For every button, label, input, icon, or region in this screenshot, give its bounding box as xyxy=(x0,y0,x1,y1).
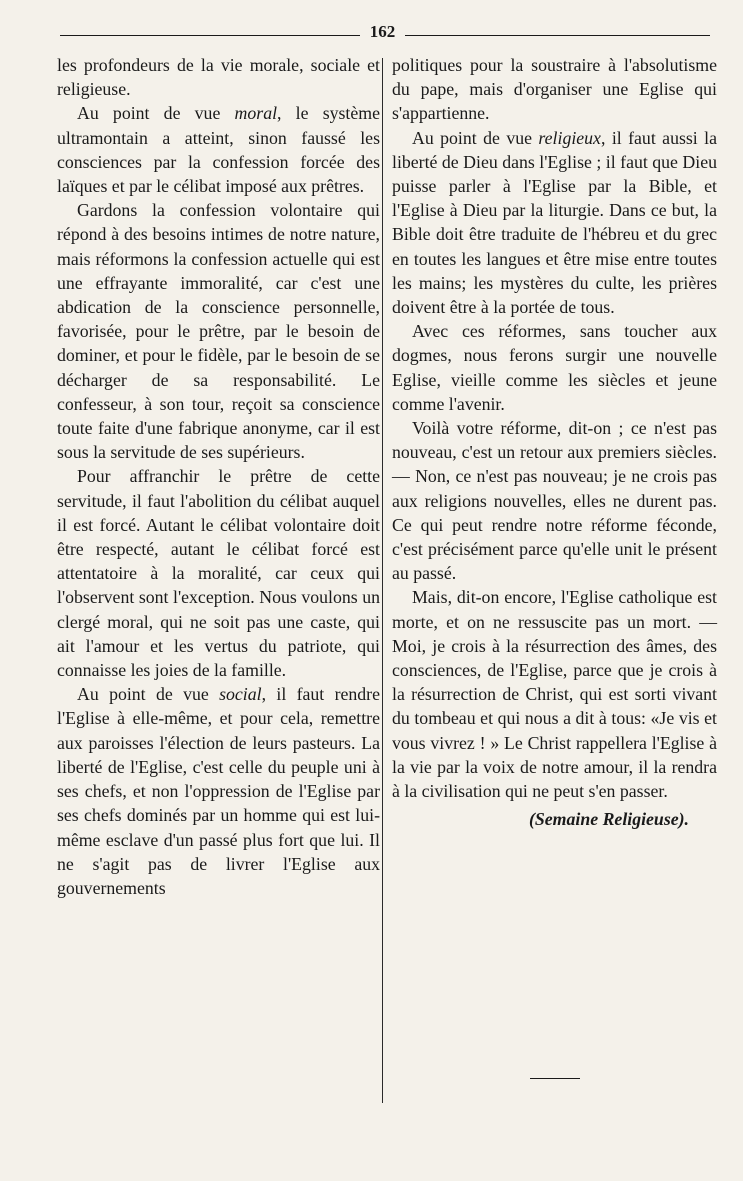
paragraph-text: , le système ultramontain a atteint, sinon faussé les consciences par la confession forcée des laïques et par le célibat imposé aux prêtres. xyxy=(57,103,380,197)
header-rule-left xyxy=(60,35,360,36)
source-signature: (Semaine Religieuse). xyxy=(528,809,689,830)
column-divider xyxy=(382,58,383,1103)
paragraph-religious xyxy=(392,126,717,320)
paragraph-text: , il faut aussi la liberté de Dieu dans l'Eglise ; il faut que Dieu puisse parler à l'Eglise par la Bible, et l'Eglise à Dieu par la liturgie. Dans ce but, la Bible doit être traduite de l'hébreu et du grec en toutes les langues et être mise entre toutes les mains; les mystères du culte, les prières doivent être à la portée de tous. xyxy=(392,127,717,318)
emphasis-social: social xyxy=(219,684,262,705)
paragraph: Mais, dit-on encore, l'Eglise catholique est morte, et on ne ressuscite pas un mort. — Moi, je crois à la résurrection des âmes, des consciences, de l'Eglise, parce que je crois à la résurrection de Christ, qui est sorti vivant du tombeau et qui nous a dit à tous: «Je vis et vous vivrez ! » Le Christ rappellera l'Eglise à la vie par la voix de notre amour, il la rendra à la civilisation qui ne peut s'en passer. xyxy=(392,587,717,802)
paragraph-social xyxy=(57,682,380,900)
paragraph: les profondeurs de la vie morale, sociale et religieuse. xyxy=(57,55,380,100)
page-number: 162 xyxy=(369,22,396,41)
paragraph: Pour affranchir le prêtre de cette servitude, il faut l'abolition du célibat auquel il est forcé. Autant le célibat volontaire doit être respecté, autant le célibat forcé est attentatoire à la moralité, car ceux qui l'observent sont l'exception. Nous voulons un clergé moral, qui ne soit pas une caste, qui ait l'amour et les vertus du patriote, qui connaisse les joies de la famille. xyxy=(57,466,380,681)
left-column xyxy=(57,53,380,900)
paragraph-moral xyxy=(57,101,380,198)
paragraph-lead: Au point de vue xyxy=(77,684,220,705)
end-rule xyxy=(530,1078,580,1079)
emphasis-moral: moral xyxy=(234,103,278,124)
header-rule-right xyxy=(405,35,710,36)
paragraph-lead: Au point de vue xyxy=(412,127,539,148)
paragraph: Gardons la confession volontaire qui répond à des besoins intimes de notre nature, mais réformons la confession actuelle qui est une effrayante immoralité, car c'est une abdication de la conscience personnelle, favorisée, pour le prêtre, par le besoin de dominer, et pour le fidèle, par le besoin de se décharger de sa responsabilité. Le confesseur, à son tour, reçoit sa conscience toute faite d'une fabrique anonyme, car il est sous la servitude de ses supérieurs. xyxy=(57,200,380,463)
paragraph-lead: Au point de vue xyxy=(77,103,235,124)
paragraph: Voilà votre réforme, dit-on ; ce n'est pas nouveau, c'est un retour aux premiers siècles. — Non, ce n'est pas nouveau; je ne crois pas aux religions nouvelles, elles ne durent pas. Ce qui peut rendre notre réforme féconde, c'est précisément parce qu'elle unit le présent au passé. xyxy=(392,418,717,584)
emphasis-religious: religieux xyxy=(538,127,601,148)
paragraph: Avec ces réformes, sans toucher aux dogmes, nous ferons surgir une nouvelle Eglise, vieille comme les siècles et jeune comme l'avenir. xyxy=(392,321,717,414)
paragraph-text: , il faut rendre l'Eglise à elle-même, et pour cela, remettre aux paroisses l'élection de leurs pasteurs. La liberté de l'Eglise, c'est celle du peuple uni à ses chefs, et non l'oppression de l'Eglise par ses chefs dominés par un homme qui est lui-même esclave d'un passé plus fort que lui. Il ne s'agit pas de livrer l'Eglise aux gouvernements xyxy=(57,684,380,898)
page-header xyxy=(60,22,710,42)
right-column xyxy=(392,53,717,832)
paragraph: politiques pour la soustraire à l'absolutisme du pape, mais d'organiser une Eglise qui s'appartienne. xyxy=(392,55,717,124)
